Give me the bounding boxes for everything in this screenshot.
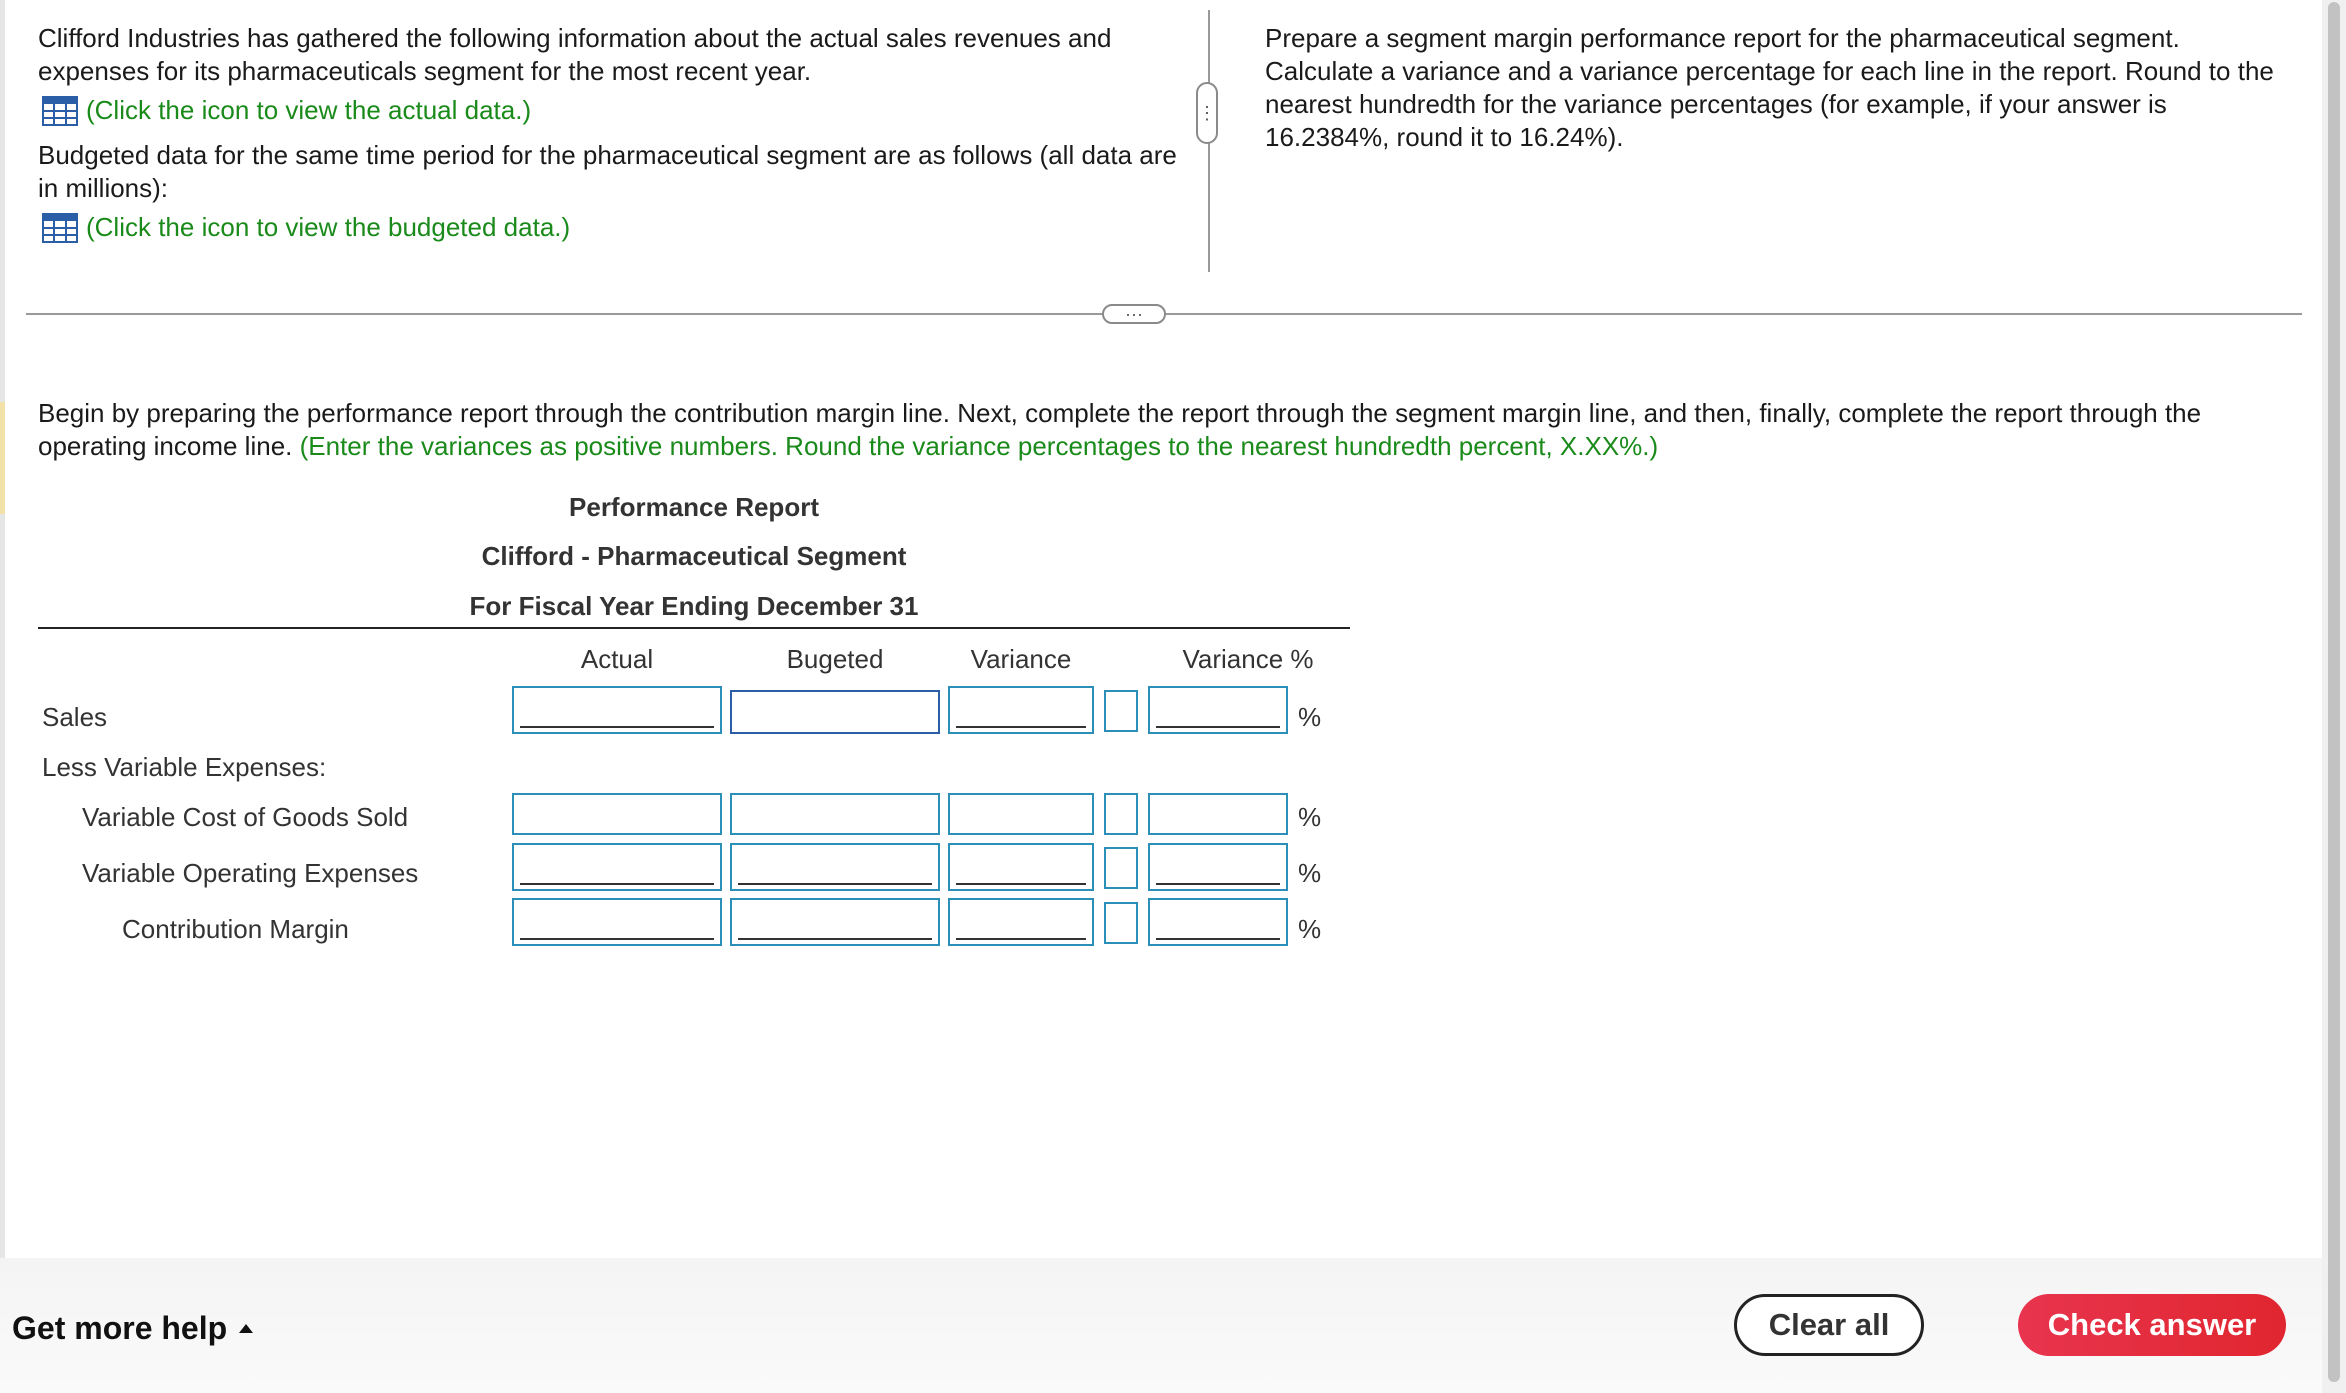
intro-paragraph-actual: Clifford Industries has gathered the following information about the actual sales revenues and expenses for its pharmaceuticals segment for the most recent year. [38,23,1112,86]
column-header-budgeted: Bugeted [786,644,884,674]
column-header-variance: Variance [970,644,1072,674]
footer-bar [0,1258,2322,1393]
opex-variance-input[interactable] [948,843,1094,891]
table-grid-icon [42,96,78,126]
get-more-help-label: Get more help [12,1310,228,1346]
cogs-variance-input[interactable] [948,793,1094,835]
cm-variance-pct-input[interactable] [1148,898,1288,946]
opex-budgeted-input[interactable] [730,843,940,891]
instructions-hint: (Enter the variances as positive numbers. Round the variance percentages to the nearest hundredth percent, X.XX%.) [299,431,1659,461]
opex-variance-type-select[interactable] [1104,847,1138,889]
cm-actual-input[interactable] [512,898,722,946]
opex-variance-pct-input[interactable] [1148,843,1288,891]
sales-actual-input[interactable] [512,686,722,734]
opex-actual-input[interactable] [512,843,722,891]
get-more-help-button[interactable] [12,1310,253,1347]
actual-data-link[interactable] [42,94,531,127]
cm-variance-type-select[interactable] [1104,902,1138,944]
sales-budgeted-input[interactable] [730,690,940,734]
left-panel-accent [0,402,5,514]
caret-up-icon [239,1324,253,1333]
table-grid-icon [42,213,78,243]
cm-variance-input[interactable] [948,898,1094,946]
vertical-resize-handle[interactable]: ⋮ [1196,82,1218,144]
sales-variance-pct-input[interactable] [1148,686,1288,734]
instructions [38,397,2278,463]
report-header-rule [38,627,1350,629]
clear-all-button[interactable]: Clear all [1734,1294,1924,1356]
instructions-main: Begin by preparing the performance report through the contribution margin line. Next, complete the report through the segment margin line, and then, finally, complete the report through the operating income line. [38,398,2202,461]
cogs-percent-sign: % [1298,802,1322,832]
left-panel-border [0,0,5,1258]
cogs-budgeted-input[interactable] [730,793,940,835]
intro-paragraph-budget: Budgeted data for the same time period for the pharmaceutical segment are as follows (all data are in millions): [38,140,1177,203]
row-label-less-variable-expenses: Less Variable Expenses: [42,752,327,782]
column-header-variance-pct: Variance % [1182,644,1314,674]
report-subtitle-period: For Fiscal Year Ending December 31 [469,591,919,621]
row-label-variable-cogs: Variable Cost of Goods Sold [82,802,409,832]
sales-variance-type-select[interactable] [1104,690,1138,732]
cogs-variance-type-select[interactable] [1104,793,1138,835]
cm-percent-sign: % [1298,914,1322,944]
cm-budgeted-input[interactable] [730,898,940,946]
horizontal-resize-handle[interactable]: ··· [1102,304,1166,324]
report-subtitle-segment: Clifford - Pharmaceutical Segment [481,541,907,571]
report-title: Performance Report [569,492,819,522]
sales-variance-input[interactable] [948,686,1094,734]
actual-data-link-label: (Click the icon to view the actual data.) [86,95,532,125]
check-answer-button[interactable]: Check answer [2018,1294,2286,1356]
scrollbar-thumb[interactable] [2328,2,2340,1382]
opex-percent-sign: % [1298,858,1322,888]
task-description: Prepare a segment margin performance report for the pharmaceutical segment. Calculate a variance and a variance percentage for each line in the report. Round to the nearest hundredth for the variance percentages (for example, if your answer is 16.2384%, round it to 16.24%). [1265,23,2274,152]
cogs-variance-pct-input[interactable] [1148,793,1288,835]
sales-percent-sign: % [1298,702,1322,732]
budget-data-link-label: (Click the icon to view the budgeted data.) [86,212,571,242]
column-header-actual: Actual [580,644,654,674]
cogs-actual-input[interactable] [512,793,722,835]
row-label-contribution-margin: Contribution Margin [122,914,349,944]
budget-data-link[interactable] [42,211,570,244]
row-label-sales: Sales [42,702,108,732]
row-label-variable-opex: Variable Operating Expenses [82,858,419,888]
